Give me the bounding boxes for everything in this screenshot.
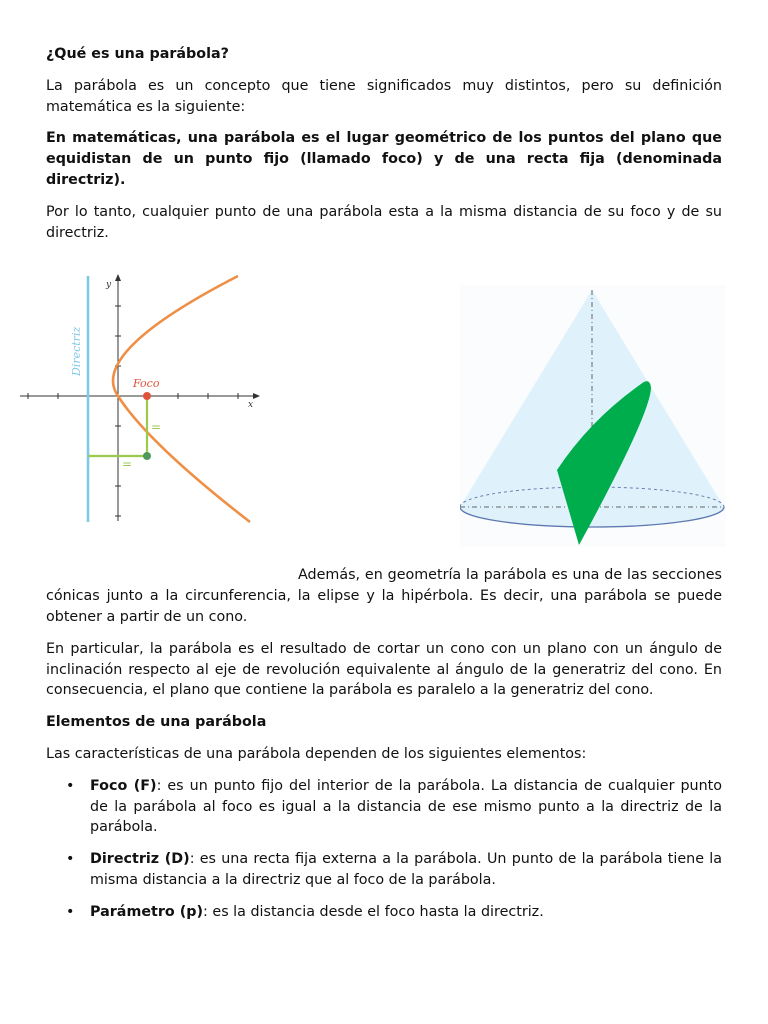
parabola-diagram [20, 273, 268, 529]
elements-heading: Elementos de una parábola [46, 714, 267, 731]
elements-list [46, 776, 722, 923]
consequence-paragraph: Por lo tanto, cualquier punto de una parábola esta a la misma distancia de su foco y de su directriz. [46, 203, 722, 241]
focus-point [143, 392, 151, 400]
equal-mark-horizontal: = [122, 457, 133, 472]
y-axis-label: y [106, 280, 112, 291]
intro-paragraph: La parábola es un concepto que tiene significados muy distintos, pero su definición matemática es la siguiente: [46, 77, 722, 115]
parabola-curve [113, 276, 250, 522]
elements-intro: Las características de una parábola dependen de los siguientes elementos: [46, 745, 587, 762]
conic-sections-paragraph: Además, en geometría la parábola es una de las secciones cónicas junto a la circunferencia, la elipse y la hipérbola. Es decir, una parábola se puede obtener a partir de un cono. [46, 567, 722, 625]
parabola-point [143, 452, 151, 460]
bullet-icon: • [66, 851, 75, 868]
equal-mark-vertical: = [151, 420, 162, 435]
list-item [46, 849, 722, 891]
directrix-label: Directriz [70, 327, 83, 377]
figures-row [46, 265, 722, 565]
page-title: ¿Qué es una parábola? [46, 46, 229, 62]
element-description: : es un punto fijo del interior de la parábola. La distancia de cualquier punto de la parábola al foco es igual a la distancia de ese mismo punto a la directriz de la parábola. [90, 777, 722, 836]
x-axis-arrow-icon [253, 393, 260, 399]
element-description: : es la distancia desde el foco hasta la directriz. [203, 903, 544, 920]
cone-section-diagram [460, 285, 726, 547]
document-page [46, 44, 722, 934]
y-axis-arrow-icon [115, 274, 121, 281]
axis-ticks [28, 306, 238, 516]
focus-label: Foco [133, 377, 160, 391]
element-term: Parámetro (p) [90, 903, 204, 920]
element-term: Foco (F) [90, 777, 157, 794]
x-axis-label: x [248, 400, 254, 411]
definition-paragraph: En matemáticas, una parábola es el lugar geométrico de los puntos del plano que equidistan de un punto fijo (llamado foco) y de una recta fija (denominada directriz). [46, 130, 722, 188]
list-item [46, 902, 722, 923]
bullet-icon: • [66, 777, 75, 794]
cone-cut-paragraph: En particular, la parábola es el resultado de cortar un cono con un plano con un ángulo de inclinación respecto al eje de revolución equivalente al ángulo de la generatriz del cono. En consecuencia, el plano que contiene la parábola es paralelo a la generatriz del cono. [46, 640, 722, 699]
element-description: : es una recta fija externa a la parábola. Un punto de la parábola tiene la misma distancia a la directriz que al foco de la parábola. [90, 851, 722, 888]
list-item [46, 776, 722, 838]
element-term: Directriz (D) [90, 851, 190, 868]
bullet-icon: • [66, 903, 75, 920]
